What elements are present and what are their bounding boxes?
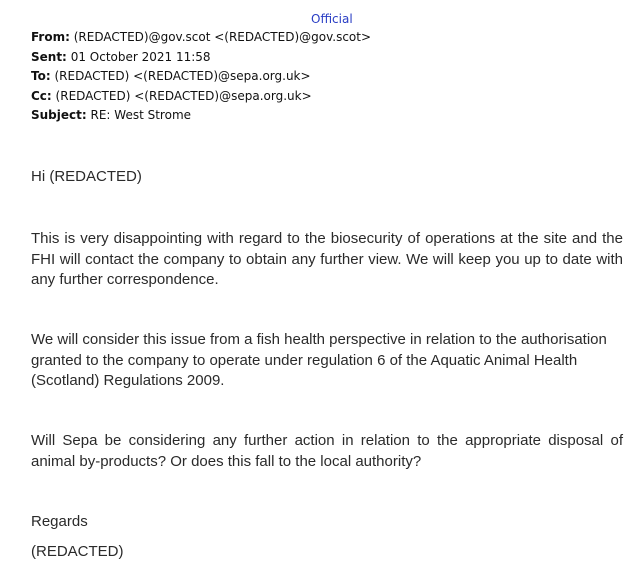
body-paragraph-1: This is very disappointing with regard to the biosecurity of operations at the site and the FHI will contact the company to obtain any further view. We will keep you up to date with any further correspondence. (31, 230, 623, 288)
sent-value: 01 October 2021 11:58 (70, 49, 211, 64)
to-row (31, 67, 371, 87)
classification-label: Official (311, 12, 353, 26)
from-label: From: (31, 30, 70, 44)
body-paragraph-3: Will Sepa be considering any further action in relation to the appropriate disposal of animal by-products? Or does this fall to the local authority? (31, 432, 623, 470)
email-header (31, 28, 371, 126)
from-value: (REDACTED)@gov.scot <(REDACTED)@gov.scot> (73, 30, 372, 44)
subject-row (31, 106, 371, 126)
subject-label: Subject: (31, 108, 87, 122)
to-value: (REDACTED) <(REDACTED)@sepa.org.uk> (54, 69, 311, 83)
cc-label: Cc: (31, 88, 52, 103)
signature: (REDACTED) (31, 543, 124, 560)
cc-value: (REDACTED) <(REDACTED)@sepa.org.uk> (55, 88, 312, 103)
greeting: Hi (REDACTED) (31, 168, 142, 185)
sent-row (31, 48, 371, 68)
body-paragraph-2: We will consider this issue from a fish health perspective in relation to the authorisation granted to the company to operate under regulation 6 of the Aquatic Animal Health (Scotland) Regulations 2009. (31, 331, 607, 389)
to-label: To: (31, 69, 51, 83)
cc-row (31, 87, 371, 107)
closing: Regards (31, 513, 88, 530)
from-row (31, 28, 371, 48)
sent-label: Sent: (31, 49, 67, 64)
subject-value: RE: West Strome (90, 108, 192, 122)
